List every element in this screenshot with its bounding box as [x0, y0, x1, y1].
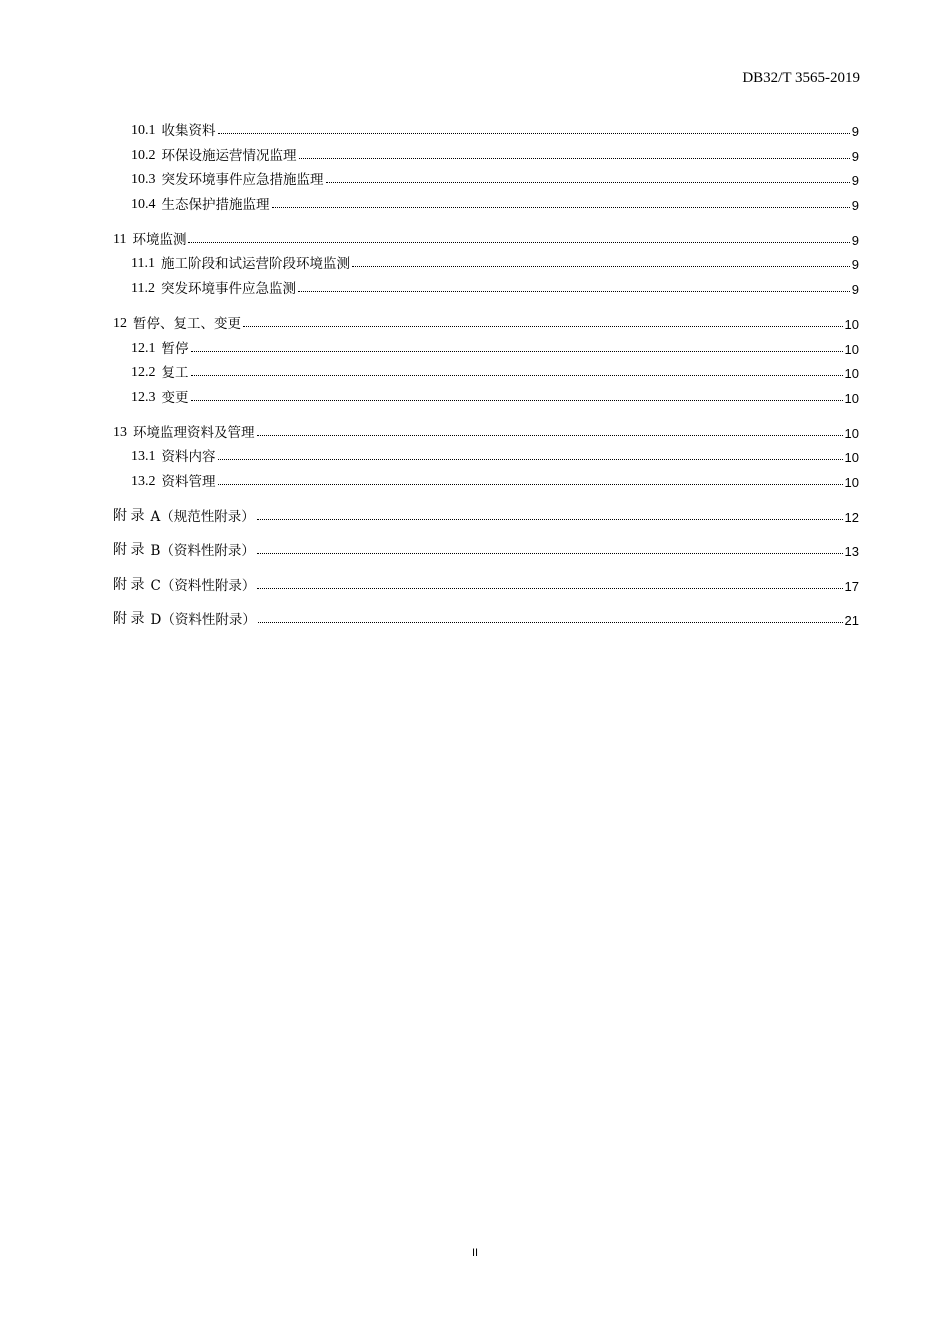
toc-entry-title: 变更: [161, 390, 189, 407]
toc-entry-number: 10.1: [131, 122, 156, 138]
toc-dot-leader: [352, 266, 850, 267]
toc-entry-number: 附 录: [113, 577, 145, 593]
toc-dot-leader: [257, 588, 842, 589]
toc-entry-page: 9: [851, 123, 859, 139]
toc-dot-leader: [218, 459, 843, 460]
toc-entry-page: 10: [844, 475, 859, 491]
toc-entry-page: 9: [851, 257, 859, 273]
toc-entry-title: 施工阶段和试运营阶段环境监测: [160, 256, 350, 273]
toc-entry-title: 收集资料: [161, 122, 216, 139]
toc-entry-page: 9: [851, 198, 859, 214]
toc-dot-leader: [257, 435, 843, 436]
toc-entry-title: 资料内容: [161, 449, 216, 466]
toc-entry[interactable]: [113, 139, 859, 164]
toc-entry-title: 环保设施运营情况监理: [161, 147, 297, 164]
toc-entry-title: 环境监理资料及管理: [133, 424, 255, 441]
toc-entry-title: 环境监测: [132, 231, 187, 248]
toc-entry[interactable]: [113, 272, 859, 297]
toc-dot-leader: [326, 182, 850, 183]
toc-dot-leader: [188, 242, 849, 243]
toc-entry-page: 12: [844, 509, 859, 525]
toc-entry-page: 21: [844, 613, 859, 629]
toc-entry[interactable]: [113, 164, 859, 189]
toc-entry-page: 10: [844, 391, 859, 407]
toc-entry[interactable]: [113, 213, 859, 248]
toc-dot-leader: [191, 351, 843, 352]
toc-dot-leader: [272, 207, 850, 208]
toc-entry-page: 10: [844, 366, 859, 382]
toc-dot-leader: [218, 484, 843, 485]
toc-entry[interactable]: [113, 248, 859, 273]
toc-entry-number: 11: [113, 231, 127, 247]
toc-entry-page: 10: [844, 450, 859, 466]
toc-entry[interactable]: [113, 490, 859, 525]
page-number: II: [471, 1247, 479, 1259]
toc-entry[interactable]: [113, 297, 859, 332]
toc-entry-title: C（资料性附录）: [150, 577, 256, 594]
toc-dot-leader: [243, 326, 843, 327]
toc-entry-page: 9: [851, 173, 859, 189]
toc-entry-number: 12.1: [131, 340, 156, 356]
toc-entry-number: 附 录: [113, 543, 145, 559]
toc-entry-page: 13: [844, 544, 859, 560]
toc-dot-leader: [257, 553, 843, 554]
toc-entry[interactable]: [113, 114, 859, 139]
toc-entry-number: 13.1: [131, 449, 156, 465]
toc-entry[interactable]: [113, 406, 859, 441]
toc-entry-page: 9: [851, 282, 859, 298]
toc-entry-title: 突发环境事件应急措施监理: [161, 172, 324, 189]
toc-dot-leader: [191, 375, 843, 376]
toc-entry-title: 突发环境事件应急监测: [160, 281, 296, 298]
toc-entry[interactable]: [113, 188, 859, 213]
toc-entry-title: 暂停、复工、变更: [133, 315, 241, 332]
toc-dot-leader: [218, 133, 850, 134]
toc-entry[interactable]: [113, 441, 859, 466]
toc-entry[interactable]: [113, 332, 859, 357]
toc-entry-title: D（资料性附录）: [150, 612, 256, 629]
toc-dot-leader: [298, 291, 850, 292]
toc-entry-number: 10.2: [131, 147, 156, 163]
toc-entry-number: 11.1: [131, 256, 155, 272]
toc-entry-number: 11.2: [131, 281, 155, 297]
toc-entry-number: 13: [113, 424, 127, 440]
toc-dot-leader: [191, 400, 843, 401]
toc-entry-number: 附 录: [113, 508, 145, 524]
toc-entry-number: 12.2: [131, 365, 156, 381]
toc-entry-page: 9: [851, 148, 859, 164]
toc-entry-number: 附 录: [113, 612, 145, 628]
toc-dot-leader: [258, 622, 843, 623]
toc-entry-title: 生态保护措施监理: [161, 197, 270, 214]
toc-entry-title: 资料管理: [161, 474, 216, 491]
toc-entry[interactable]: [113, 559, 859, 594]
toc-dot-leader: [299, 158, 850, 159]
toc-entry-title: 复工: [161, 365, 189, 382]
toc-entry[interactable]: [113, 381, 859, 406]
toc-entry[interactable]: [113, 465, 859, 490]
toc-entry-number: 12: [113, 315, 127, 331]
table-of-contents: [113, 114, 859, 628]
toc-entry-number: 13.2: [131, 474, 156, 490]
document-code: DB32/T 3565-2019: [742, 70, 860, 86]
toc-entry-number: 12.3: [131, 390, 156, 406]
toc-dot-leader: [257, 519, 843, 520]
toc-entry-page: 10: [844, 341, 859, 357]
toc-entry-title: A（规范性附录）: [150, 508, 255, 525]
toc-entry-title: 暂停: [161, 340, 189, 357]
toc-entry-page: 10: [844, 425, 859, 441]
toc-entry-number: 10.4: [131, 197, 156, 213]
toc-entry[interactable]: [113, 525, 859, 560]
toc-entry-page: 9: [851, 232, 859, 248]
toc-entry-title: B（资料性附录）: [150, 543, 255, 560]
toc-entry-page: 10: [844, 316, 859, 332]
toc-entry-number: 10.3: [131, 172, 156, 188]
toc-entry-page: 17: [844, 578, 859, 594]
toc-entry[interactable]: [113, 357, 859, 382]
toc-entry[interactable]: [113, 594, 859, 629]
